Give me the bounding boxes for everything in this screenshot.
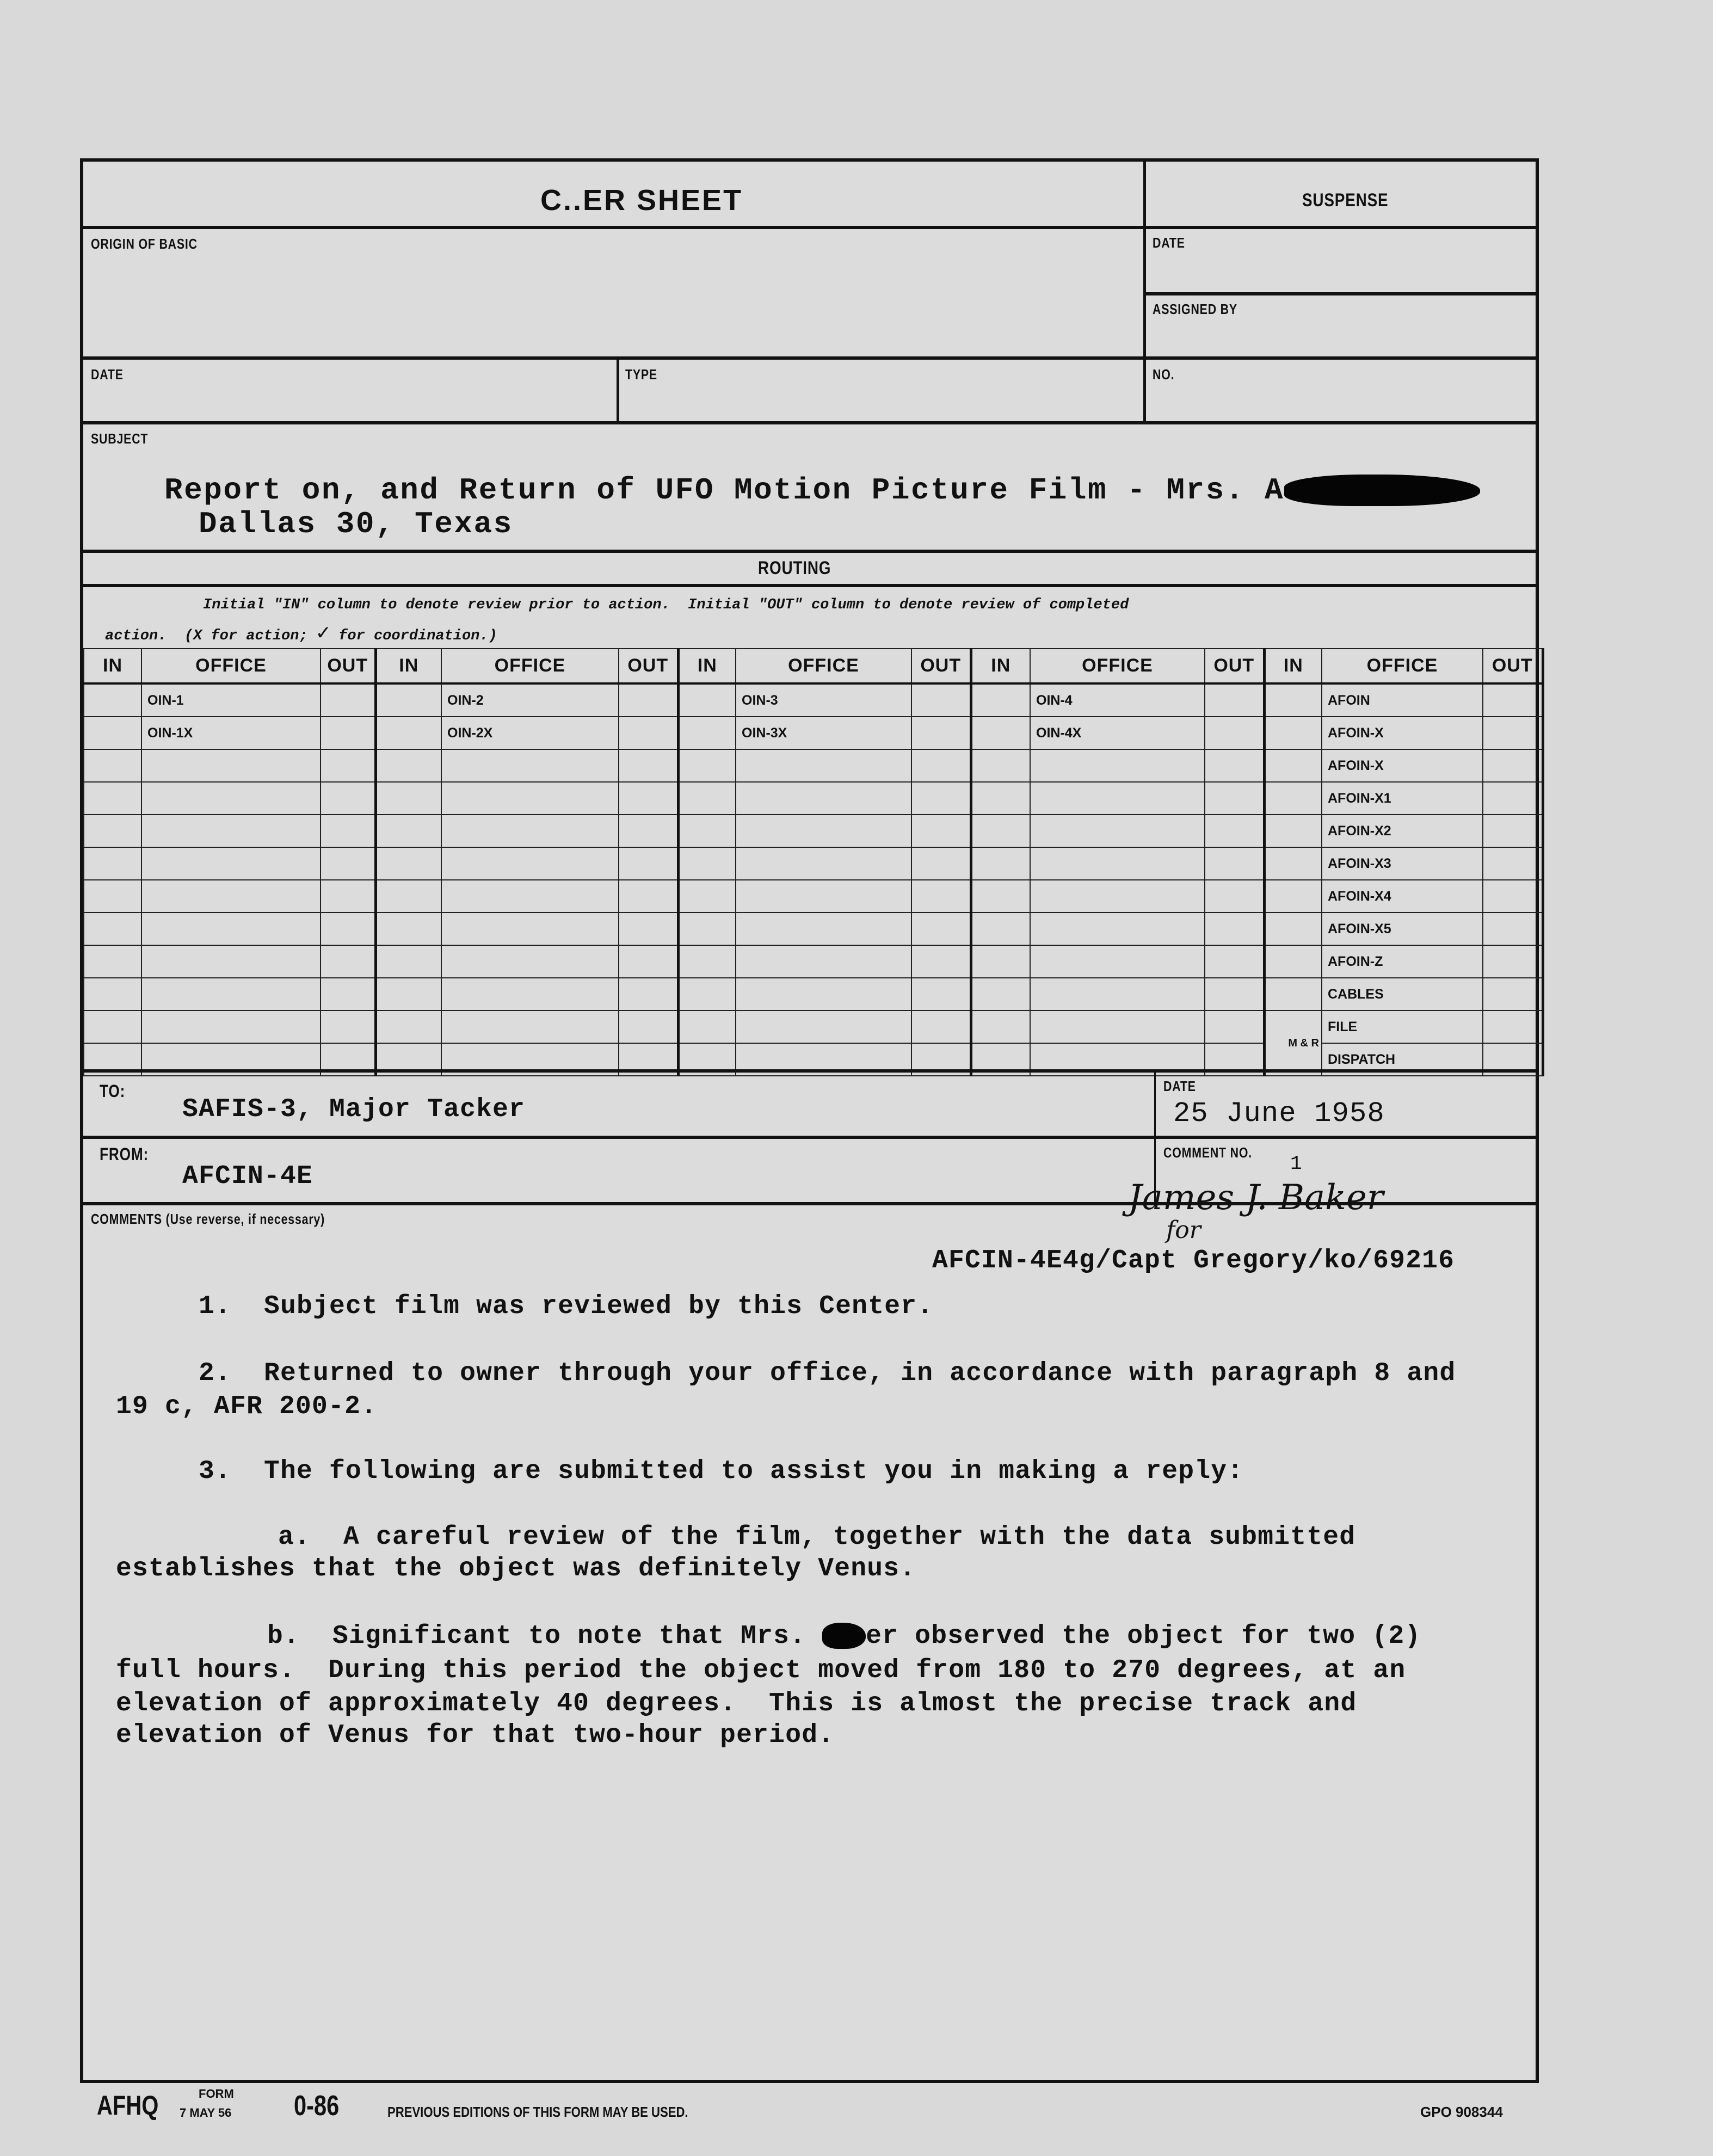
routing-in-cell[interactable] [84, 913, 141, 945]
routing-in-cell[interactable] [678, 978, 736, 1011]
routing-in-cell[interactable] [375, 782, 441, 815]
routing-out-cell[interactable] [1205, 1011, 1264, 1043]
routing-header-in: IN [971, 649, 1030, 683]
routing-office-cell: AFOIN-X [1322, 717, 1483, 749]
routing-out-cell[interactable] [1483, 683, 1543, 717]
divider [83, 550, 1536, 553]
routing-in-cell[interactable] [375, 913, 441, 945]
routing-out-cell[interactable] [321, 1011, 375, 1043]
routing-office-cell [441, 945, 619, 978]
paragraph-2-line-1: 2. Returned to owner through your office, in accordance with paragraph 8 and [199, 1359, 1456, 1388]
routing-out-cell[interactable] [1483, 815, 1543, 847]
routing-header-office: OFFICE [1030, 649, 1205, 683]
footer-form-number: 0-86 [294, 2090, 340, 2122]
routing-office-cell [141, 913, 321, 945]
routing-row [84, 1011, 1543, 1043]
routing-office-cell [1030, 880, 1205, 913]
footer-note: PREVIOUS EDITIONS OF THIS FORM MAY BE USED. [387, 2104, 688, 2120]
routing-office-cell: OIN-2 [441, 683, 619, 717]
routing-out-cell[interactable] [1483, 1011, 1543, 1043]
routing-out-cell[interactable] [619, 717, 678, 749]
date-label: DATE [1163, 1078, 1196, 1094]
routing-office-cell: AFOIN-X [1322, 749, 1483, 782]
routing-in-cell[interactable] [375, 880, 441, 913]
to-label: TO: [100, 1081, 126, 1101]
routing-office-cell [141, 815, 321, 847]
type-label: TYPE [625, 366, 657, 383]
routing-office-cell [1030, 782, 1205, 815]
routing-out-cell[interactable] [619, 749, 678, 782]
routing-out-cell[interactable] [1483, 847, 1543, 880]
routing-table [83, 648, 1544, 1076]
routing-in-cell[interactable] [375, 945, 441, 978]
routing-out-cell[interactable] [321, 749, 375, 782]
cover-sheet-form [80, 158, 1539, 2083]
routing-in-cell[interactable] [1264, 880, 1322, 913]
footer-gpo: GPO 908344 [1420, 2104, 1503, 2120]
routing-header-out: OUT [619, 649, 678, 683]
paragraph-3b-line-4: elevation of Venus for that two-hour period. [116, 1721, 835, 1750]
divider [83, 1069, 1536, 1073]
routing-out-cell[interactable] [1205, 749, 1264, 782]
to-value: SAFIS-3, Major Tacker [182, 1095, 526, 1124]
paragraph-3a-line-2: establishes that the object was definitely Venus. [116, 1554, 916, 1584]
paragraph-text: b. Significant to note that Mrs. [267, 1622, 823, 1651]
routing-row [84, 880, 1543, 913]
subject-line-2: Dallas 30, Texas [199, 507, 513, 541]
subject-text: Report on, and Return of UFO Motion Picture Film - Mrs. A [164, 473, 1285, 508]
routing-in-cell[interactable] [1264, 782, 1322, 815]
routing-in-cell[interactable] [678, 782, 736, 815]
routing-office-cell: AFOIN-Z [1322, 945, 1483, 978]
divider [83, 356, 1536, 360]
routing-out-cell[interactable] [619, 978, 678, 1011]
routing-in-cell[interactable] [84, 683, 141, 717]
routing-out-cell[interactable] [911, 913, 971, 945]
routing-row [84, 717, 1543, 749]
routing-row [84, 847, 1543, 880]
routing-office-cell: OIN-1X [141, 717, 321, 749]
routing-out-cell[interactable] [619, 847, 678, 880]
paragraph-text: er observed the object for two (2) [866, 1622, 1421, 1651]
routing-row [84, 749, 1543, 782]
divider [83, 1202, 1536, 1205]
routing-in-cell[interactable] [971, 782, 1030, 815]
suspense-label: SUSPENSE [1302, 190, 1389, 211]
routing-out-cell[interactable] [1205, 847, 1264, 880]
routing-in-cell[interactable] [84, 782, 141, 815]
routing-out-cell[interactable] [321, 913, 375, 945]
routing-row [84, 815, 1543, 847]
routing-office-cell: AFOIN-X1 [1322, 782, 1483, 815]
routing-out-cell[interactable] [1483, 880, 1543, 913]
routing-out-cell[interactable] [911, 847, 971, 880]
routing-header-in: IN [375, 649, 441, 683]
routing-out-cell[interactable] [619, 880, 678, 913]
routing-out-cell[interactable] [321, 683, 375, 717]
routing-out-cell[interactable] [1205, 717, 1264, 749]
routing-in-cell[interactable] [1264, 945, 1322, 978]
routing-out-cell[interactable] [1205, 978, 1264, 1011]
routing-in-cell[interactable] [971, 683, 1030, 717]
routing-in-cell[interactable] [1264, 683, 1322, 717]
routing-in-cell[interactable] [971, 880, 1030, 913]
routing-in-cell[interactable] [678, 683, 736, 717]
routing-header-out: OUT [1483, 649, 1543, 683]
routing-office-cell: AFOIN-X2 [1322, 815, 1483, 847]
routing-office-cell: OIN-4 [1030, 683, 1205, 717]
routing-out-cell[interactable] [1483, 782, 1543, 815]
paragraph-3: 3. The following are submitted to assist you in making a reply: [199, 1457, 1244, 1486]
paragraph-1: 1. Subject film was reviewed by this Center. [199, 1292, 934, 1321]
routing-out-cell[interactable] [619, 913, 678, 945]
paragraph-3b-line-2: full hours. During this period the object moved from 180 to 270 degrees, at an [116, 1656, 1406, 1685]
routing-in-cell[interactable] [971, 847, 1030, 880]
comments-label: COMMENTS (Use reverse, if necessary) [91, 1211, 325, 1227]
routing-in-cell[interactable] [1264, 913, 1322, 945]
routing-in-cell[interactable] [84, 749, 141, 782]
routing-out-cell[interactable] [321, 945, 375, 978]
routing-in-cell[interactable] [84, 1011, 141, 1043]
m-and-r-cell: M & R [1264, 1011, 1322, 1076]
redaction-mark [1284, 475, 1480, 506]
routing-instructions-line-2 [105, 620, 497, 646]
no-label: NO. [1153, 366, 1175, 383]
routing-in-cell[interactable] [375, 683, 441, 717]
footer-form-date: 7 MAY 56 [180, 2106, 232, 2120]
assigned-by-label: ASSIGNED BY [1153, 301, 1237, 317]
routing-out-cell[interactable] [1205, 815, 1264, 847]
routing-office-cell [736, 1011, 911, 1043]
routing-office-cell: AFOIN-X3 [1322, 847, 1483, 880]
routing-office-cell [441, 978, 619, 1011]
origin-of-basic-label: ORIGIN OF BASIC [91, 236, 198, 252]
routing-in-cell[interactable] [375, 815, 441, 847]
routing-office-cell [141, 880, 321, 913]
routing-office-cell: DISPATCH [1322, 1043, 1483, 1076]
routing-office-cell [736, 782, 911, 815]
routing-office-cell [736, 815, 911, 847]
check-mark-icon: ✓ [316, 622, 330, 646]
reference-line: AFCIN-4E4g/Capt Gregory/ko/69216 [932, 1246, 1455, 1276]
routing-office-cell [141, 1011, 321, 1043]
routing-office-cell [141, 847, 321, 880]
routing-office-cell [736, 913, 911, 945]
comment-no-label: COMMENT NO. [1163, 1144, 1252, 1161]
routing-instructions-line-1: Initial "IN" column to denote review prior to action. Initial "OUT" column to denote review of completed [203, 597, 1129, 613]
footer-form-label: FORM [199, 2087, 234, 2100]
routing-header-office: OFFICE [1322, 649, 1483, 683]
routing-office-cell: AFOIN-X5 [1322, 913, 1483, 945]
routing-header-out: OUT [1205, 649, 1264, 683]
routing-office-cell [441, 880, 619, 913]
routing-out-cell[interactable] [1205, 683, 1264, 717]
routing-office-cell [141, 945, 321, 978]
routing-in-cell[interactable] [375, 978, 441, 1011]
paragraph-2-line-2: 19 c, AFR 200-2. [116, 1392, 378, 1421]
routing-in-cell[interactable] [971, 913, 1030, 945]
instructions-text: for coordination.) [329, 628, 497, 644]
routing-out-cell[interactable] [911, 717, 971, 749]
routing-office-cell [441, 913, 619, 945]
routing-in-cell[interactable] [971, 945, 1030, 978]
routing-out-cell[interactable] [321, 815, 375, 847]
routing-out-cell[interactable] [911, 880, 971, 913]
routing-in-cell[interactable] [84, 945, 141, 978]
routing-office-cell [441, 847, 619, 880]
routing-office-cell [1030, 815, 1205, 847]
divider [83, 226, 1536, 229]
routing-out-cell[interactable] [619, 815, 678, 847]
routing-out-cell[interactable] [619, 1011, 678, 1043]
routing-header-in: IN [84, 649, 141, 683]
routing-office-cell [1030, 847, 1205, 880]
routing-out-cell[interactable] [1483, 945, 1543, 978]
routing-office-cell: OIN-3 [736, 683, 911, 717]
routing-office-cell [736, 945, 911, 978]
routing-out-cell[interactable] [911, 815, 971, 847]
routing-out-cell[interactable] [321, 978, 375, 1011]
routing-header-row [84, 649, 1543, 683]
routing-in-cell[interactable] [678, 945, 736, 978]
routing-in-cell[interactable] [1264, 717, 1322, 749]
suspense-date-label: DATE [1153, 235, 1185, 251]
subject-label: SUBJECT [91, 430, 149, 447]
routing-header-in: IN [678, 649, 736, 683]
subject-line-1 [164, 473, 1480, 508]
routing-in-cell[interactable] [678, 1011, 736, 1043]
routing-in-cell[interactable] [1264, 847, 1322, 880]
routing-office-cell [1030, 1011, 1205, 1043]
divider [83, 1136, 1536, 1139]
routing-office-cell: AFOIN [1322, 683, 1483, 717]
routing-office-cell: OIN-4X [1030, 717, 1205, 749]
routing-office-cell [441, 1011, 619, 1043]
paragraph-3b-line-1 [267, 1622, 1421, 1651]
routing-in-cell[interactable] [1264, 749, 1322, 782]
routing-out-cell[interactable] [911, 749, 971, 782]
routing-office-cell: AFOIN-X4 [1322, 880, 1483, 913]
routing-header-office: OFFICE [441, 649, 619, 683]
routing-header-out: OUT [911, 649, 971, 683]
routing-in-cell[interactable] [971, 749, 1030, 782]
routing-out-cell[interactable] [321, 782, 375, 815]
routing-office-cell [141, 749, 321, 782]
routing-out-cell[interactable] [321, 717, 375, 749]
routing-in-cell[interactable] [1264, 815, 1322, 847]
routing-out-cell[interactable] [1205, 945, 1264, 978]
from-label: FROM: [100, 1144, 149, 1164]
routing-out-cell[interactable] [911, 782, 971, 815]
divider [83, 421, 1536, 424]
routing-out-cell[interactable] [321, 847, 375, 880]
routing-out-cell[interactable] [1483, 717, 1543, 749]
comment-no-value: 1 [1290, 1153, 1303, 1175]
routing-row [84, 683, 1543, 717]
routing-in-cell[interactable] [84, 978, 141, 1011]
routing-in-cell[interactable] [678, 847, 736, 880]
routing-office-cell: OIN-3X [736, 717, 911, 749]
routing-office-cell [736, 978, 911, 1011]
routing-office-cell [441, 749, 619, 782]
routing-out-cell[interactable] [619, 782, 678, 815]
footer-agency: AFHQ [97, 2090, 159, 2121]
routing-in-cell[interactable] [678, 815, 736, 847]
routing-out-cell[interactable] [1205, 782, 1264, 815]
routing-out-cell[interactable] [1205, 880, 1264, 913]
routing-in-cell[interactable] [971, 815, 1030, 847]
date-label: DATE [91, 366, 124, 383]
redaction-mark [822, 1623, 866, 1649]
routing-office-cell [736, 847, 911, 880]
routing-in-cell[interactable] [375, 749, 441, 782]
routing-office-cell: OIN-2X [441, 717, 619, 749]
signature-for: for [1166, 1216, 1201, 1244]
from-value: AFCIN-4E [182, 1162, 313, 1191]
routing-out-cell[interactable] [911, 1011, 971, 1043]
routing-row [84, 978, 1543, 1011]
handwritten-signature: James J. Baker [1128, 1178, 1384, 1218]
routing-office-cell [1030, 945, 1205, 978]
routing-office-cell: OIN-1 [141, 683, 321, 717]
routing-out-cell[interactable] [321, 880, 375, 913]
routing-out-cell[interactable] [911, 978, 971, 1011]
routing-in-cell[interactable] [678, 880, 736, 913]
routing-office-cell [736, 749, 911, 782]
routing-office-cell [736, 880, 911, 913]
instructions-text: action. (X for action; [105, 628, 317, 644]
routing-in-cell[interactable] [678, 717, 736, 749]
routing-in-cell[interactable] [375, 847, 441, 880]
routing-header-out: OUT [321, 649, 375, 683]
routing-header-in: IN [1264, 649, 1322, 683]
divider [617, 358, 619, 423]
routing-office-cell [141, 978, 321, 1011]
routing-header-office: OFFICE [141, 649, 321, 683]
routing-office-cell [1030, 978, 1205, 1011]
routing-out-cell[interactable] [619, 683, 678, 717]
form-title: C..ER SHEET [540, 184, 743, 217]
routing-out-cell[interactable] [911, 683, 971, 717]
routing-office-cell [141, 782, 321, 815]
routing-in-cell[interactable] [678, 913, 736, 945]
routing-out-cell[interactable] [1483, 749, 1543, 782]
routing-office-cell [1030, 913, 1205, 945]
routing-in-cell[interactable] [971, 717, 1030, 749]
paragraph-3b-line-3: elevation of approximately 40 degrees. This is almost the precise track and [116, 1689, 1357, 1718]
paragraph-3a-line-1: a. A careful review of the film, together with the data submitted [278, 1523, 1356, 1552]
routing-in-cell[interactable] [375, 1011, 441, 1043]
routing-row [84, 945, 1543, 978]
routing-heading: ROUTING [758, 558, 831, 578]
date-value: 25 June 1958 [1173, 1098, 1385, 1130]
routing-row [84, 913, 1543, 945]
routing-in-cell[interactable] [84, 880, 141, 913]
routing-out-cell[interactable] [1205, 913, 1264, 945]
divider [1143, 292, 1536, 295]
routing-out-cell[interactable] [619, 945, 678, 978]
routing-out-cell[interactable] [1483, 913, 1543, 945]
routing-office-cell: CABLES [1322, 978, 1483, 1011]
routing-office-cell [441, 815, 619, 847]
routing-in-cell[interactable] [971, 978, 1030, 1011]
routing-in-cell[interactable] [84, 847, 141, 880]
routing-in-cell[interactable] [1264, 978, 1322, 1011]
routing-office-cell [441, 782, 619, 815]
routing-office-cell [1030, 749, 1205, 782]
routing-header-office: OFFICE [736, 649, 911, 683]
routing-in-cell[interactable] [375, 717, 441, 749]
routing-in-cell[interactable] [84, 717, 141, 749]
routing-row [84, 782, 1543, 815]
routing-office-cell: FILE [1322, 1011, 1483, 1043]
routing-out-cell[interactable] [1483, 978, 1543, 1011]
routing-in-cell[interactable] [971, 1011, 1030, 1043]
divider [83, 584, 1536, 587]
routing-in-cell[interactable] [678, 749, 736, 782]
routing-out-cell[interactable] [911, 945, 971, 978]
routing-in-cell[interactable] [84, 815, 141, 847]
